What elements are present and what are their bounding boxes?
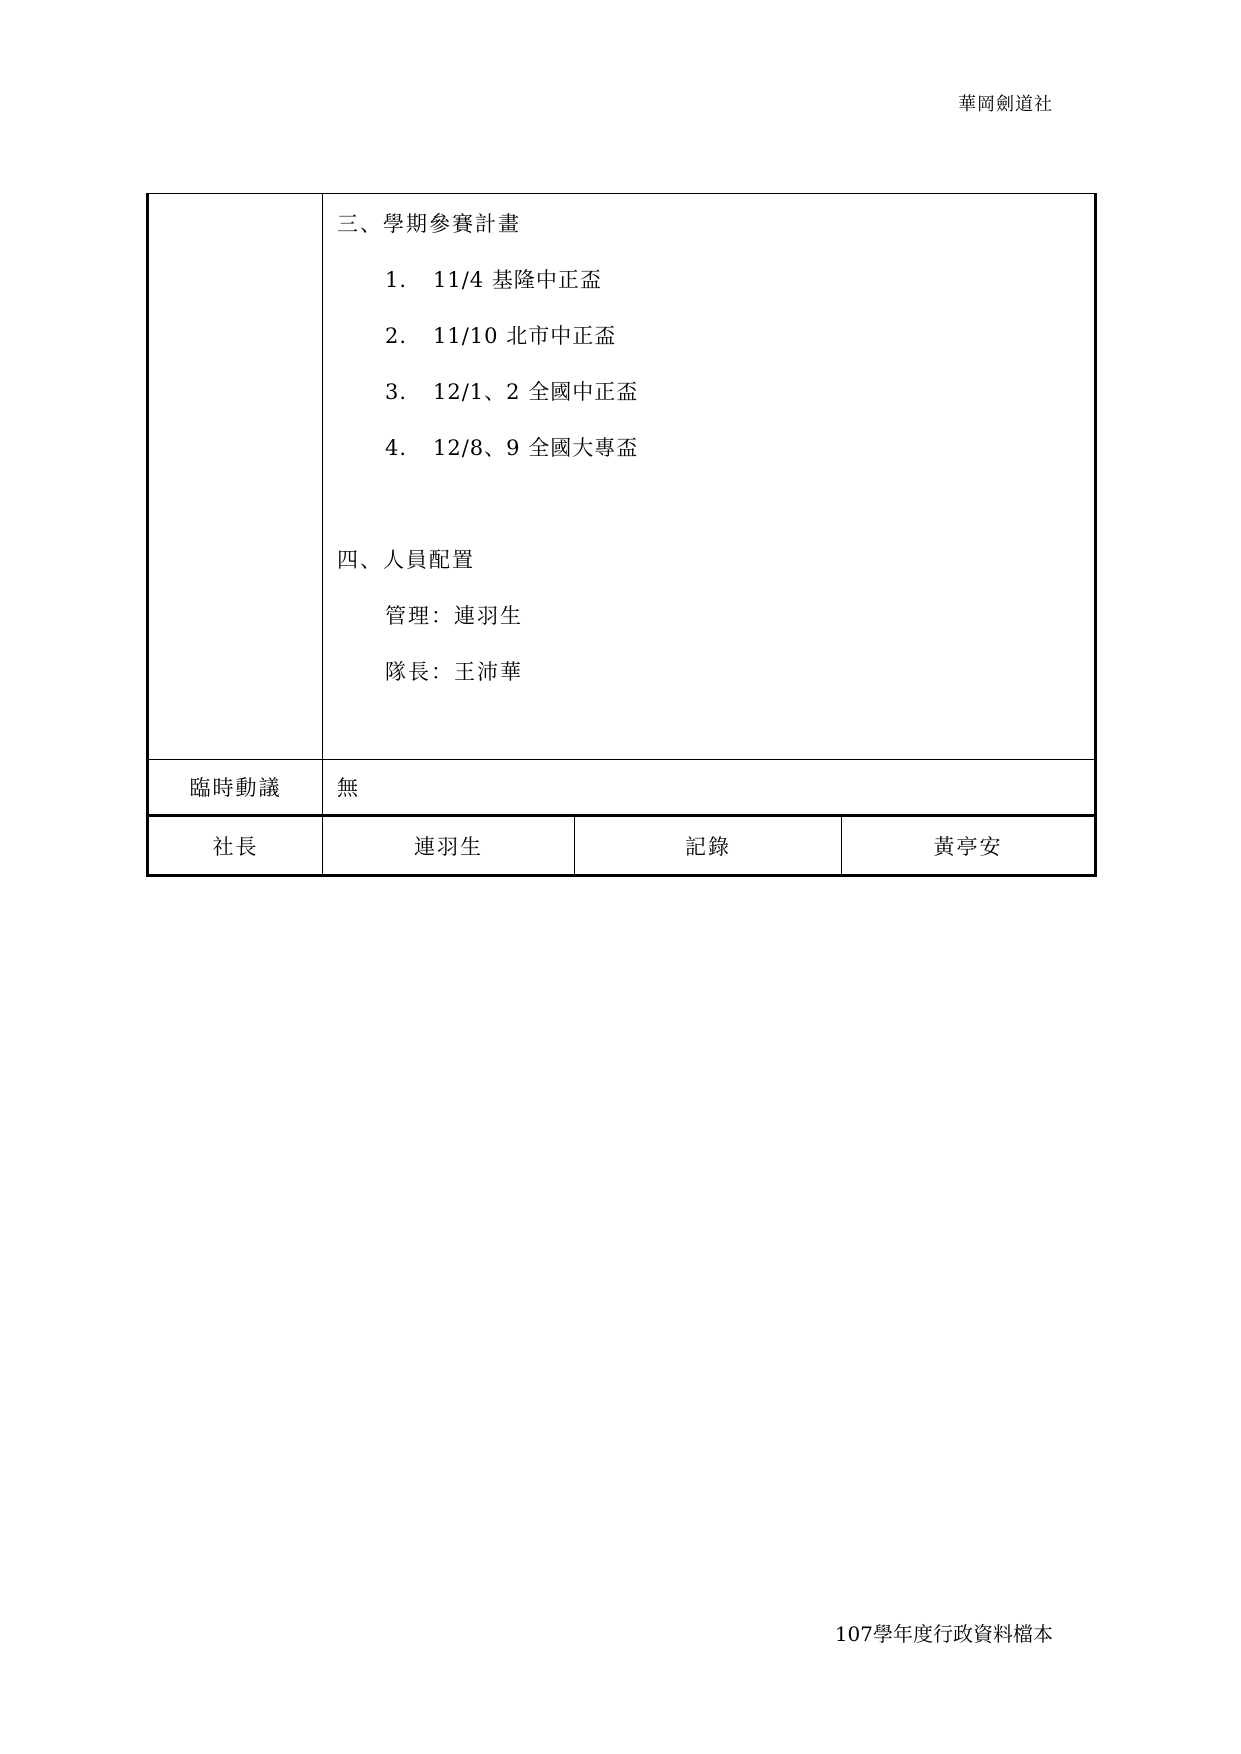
competition-item-text: 12/8、9 全國大專盃	[433, 436, 639, 460]
content-label-cell	[149, 194, 323, 759]
document-footer: 107學年度行政資料檔本	[834, 1622, 1053, 1646]
staff-manager: 管理：連羽生	[385, 604, 523, 628]
document-header-org-name: 華岡劍道社	[958, 94, 1053, 115]
section4-title: 四、人員配置	[337, 548, 475, 572]
president-name: 連羽生	[323, 817, 575, 874]
recorder-name: 黃亭安	[933, 834, 1003, 859]
section3-title: 三、學期參賽計畫	[337, 212, 521, 236]
competition-item	[385, 320, 616, 350]
president-label: 社長	[149, 817, 323, 874]
signature-row	[149, 817, 1094, 874]
motion-row	[149, 760, 1094, 817]
competition-item	[385, 432, 638, 462]
competition-item	[385, 376, 638, 406]
competition-item-number: 2.	[385, 324, 408, 348]
motion-label: 臨時動議	[149, 760, 323, 814]
meeting-minutes-table	[146, 193, 1097, 877]
content-row	[149, 194, 1094, 760]
competition-item-text: 11/10 北市中正盃	[433, 324, 617, 348]
content-body-cell	[323, 194, 1094, 759]
competition-item-number: 1.	[385, 268, 408, 292]
competition-item-text: 12/1、2 全國中正盃	[433, 380, 639, 404]
staff-captain: 隊長：王沛華	[385, 660, 523, 684]
competition-item-number: 4.	[385, 436, 408, 460]
motion-value: 無	[337, 776, 358, 800]
competition-item	[385, 264, 602, 294]
recorder-label: 記錄	[575, 817, 842, 874]
competition-item-number: 3.	[385, 380, 408, 404]
competition-item-text: 11/4 基隆中正盃	[433, 268, 602, 292]
